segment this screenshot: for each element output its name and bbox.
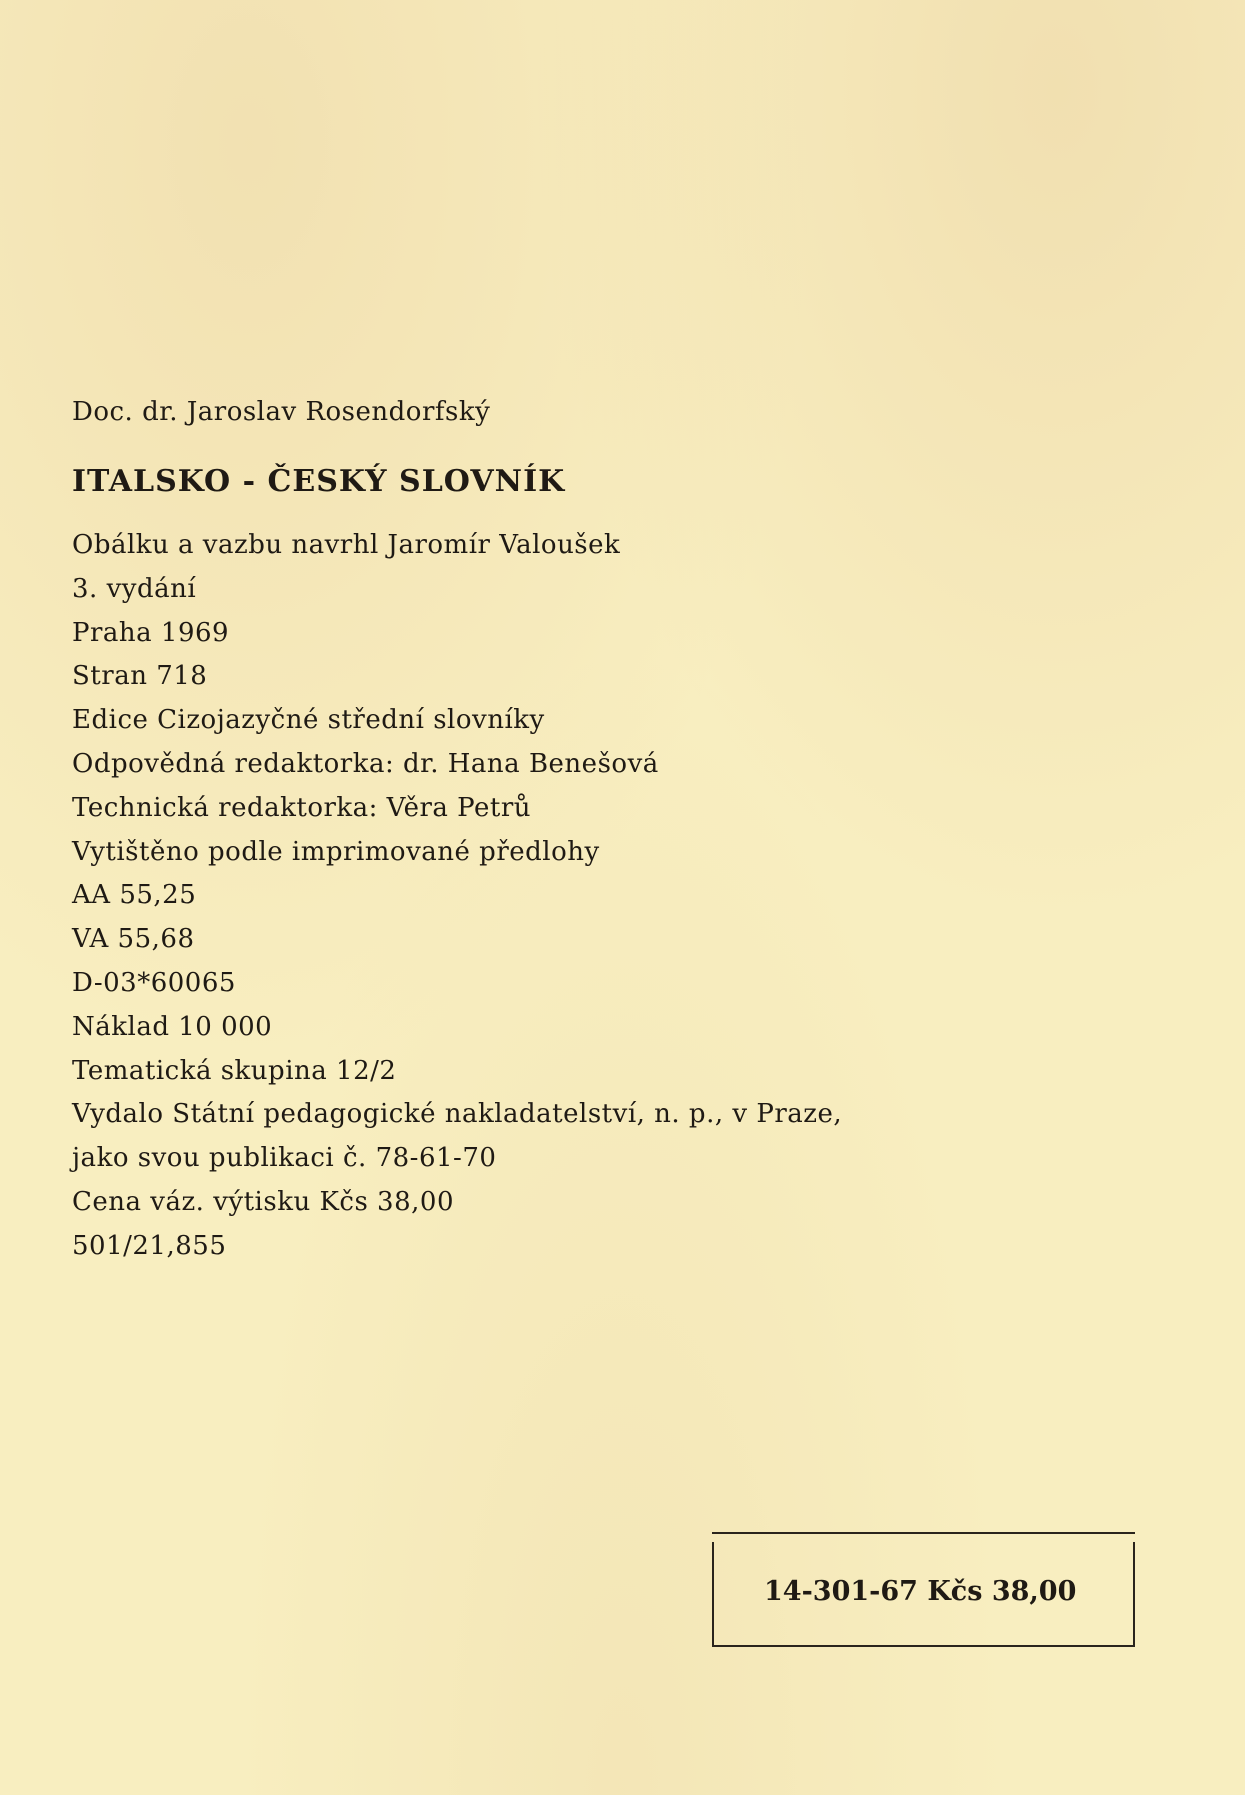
imprint-line-thematic-group: Tematická skupina 12/2	[72, 1055, 397, 1086]
price-box-right-rule	[1133, 1542, 1135, 1645]
imprint-line-publication-number: jako svou publikaci č. 78-61-70	[72, 1143, 497, 1174]
imprint-line-publisher: Vydalo Státní pedagogické nakladatelství, n. p., v Praze,	[72, 1099, 843, 1130]
imprint-line-edition: 3. vydání	[72, 573, 197, 604]
imprint-line-cover-design: Obálku a vazbu navrhl Jaromír Valoušek	[72, 530, 621, 560]
imprint-line-responsible-editor: Odpovědná redaktorka: dr. Hana Benešová	[72, 748, 659, 779]
imprint-line-print-run: Náklad 10 000	[72, 1011, 273, 1042]
imprint-line-technical-editor: Technická redaktorka: Věra Petrů	[72, 792, 531, 823]
price-box-text: 14-301-67 Kčs 38,00	[764, 1576, 1077, 1607]
price-box	[712, 1532, 1135, 1648]
imprint-line-pages: Stran 718	[72, 661, 208, 692]
price-box-left-rule	[712, 1542, 714, 1645]
price-box-top-rule	[712, 1532, 1135, 1534]
price-box-bottom-rule	[712, 1645, 1135, 1647]
imprint-line-price: Cena váz. výtisku Kčs 38,00	[72, 1186, 454, 1217]
imprint-line-aa: AA 55,25	[72, 880, 197, 911]
author-name: Doc. dr. Jaroslav Rosendorfský	[72, 397, 491, 427]
book-title: ITALSKO - ČESKÝ SLOVNÍK	[72, 464, 566, 499]
imprint-line-place-year: Praha 1969	[72, 617, 230, 648]
imprint-line-catalog-number: 501/21,855	[72, 1230, 227, 1261]
imprint-line-code: D-03*60065	[72, 967, 236, 998]
imprint-lines	[72, 524, 1072, 1269]
imprint-line-printing-note: Vytištěno podle imprimované předlohy	[72, 836, 600, 867]
imprint-line-series: Edice Cizojazyčné střední slovníky	[72, 705, 545, 736]
imprint-block	[72, 392, 1072, 1269]
imprint-line-va: VA 55,68	[72, 924, 195, 955]
